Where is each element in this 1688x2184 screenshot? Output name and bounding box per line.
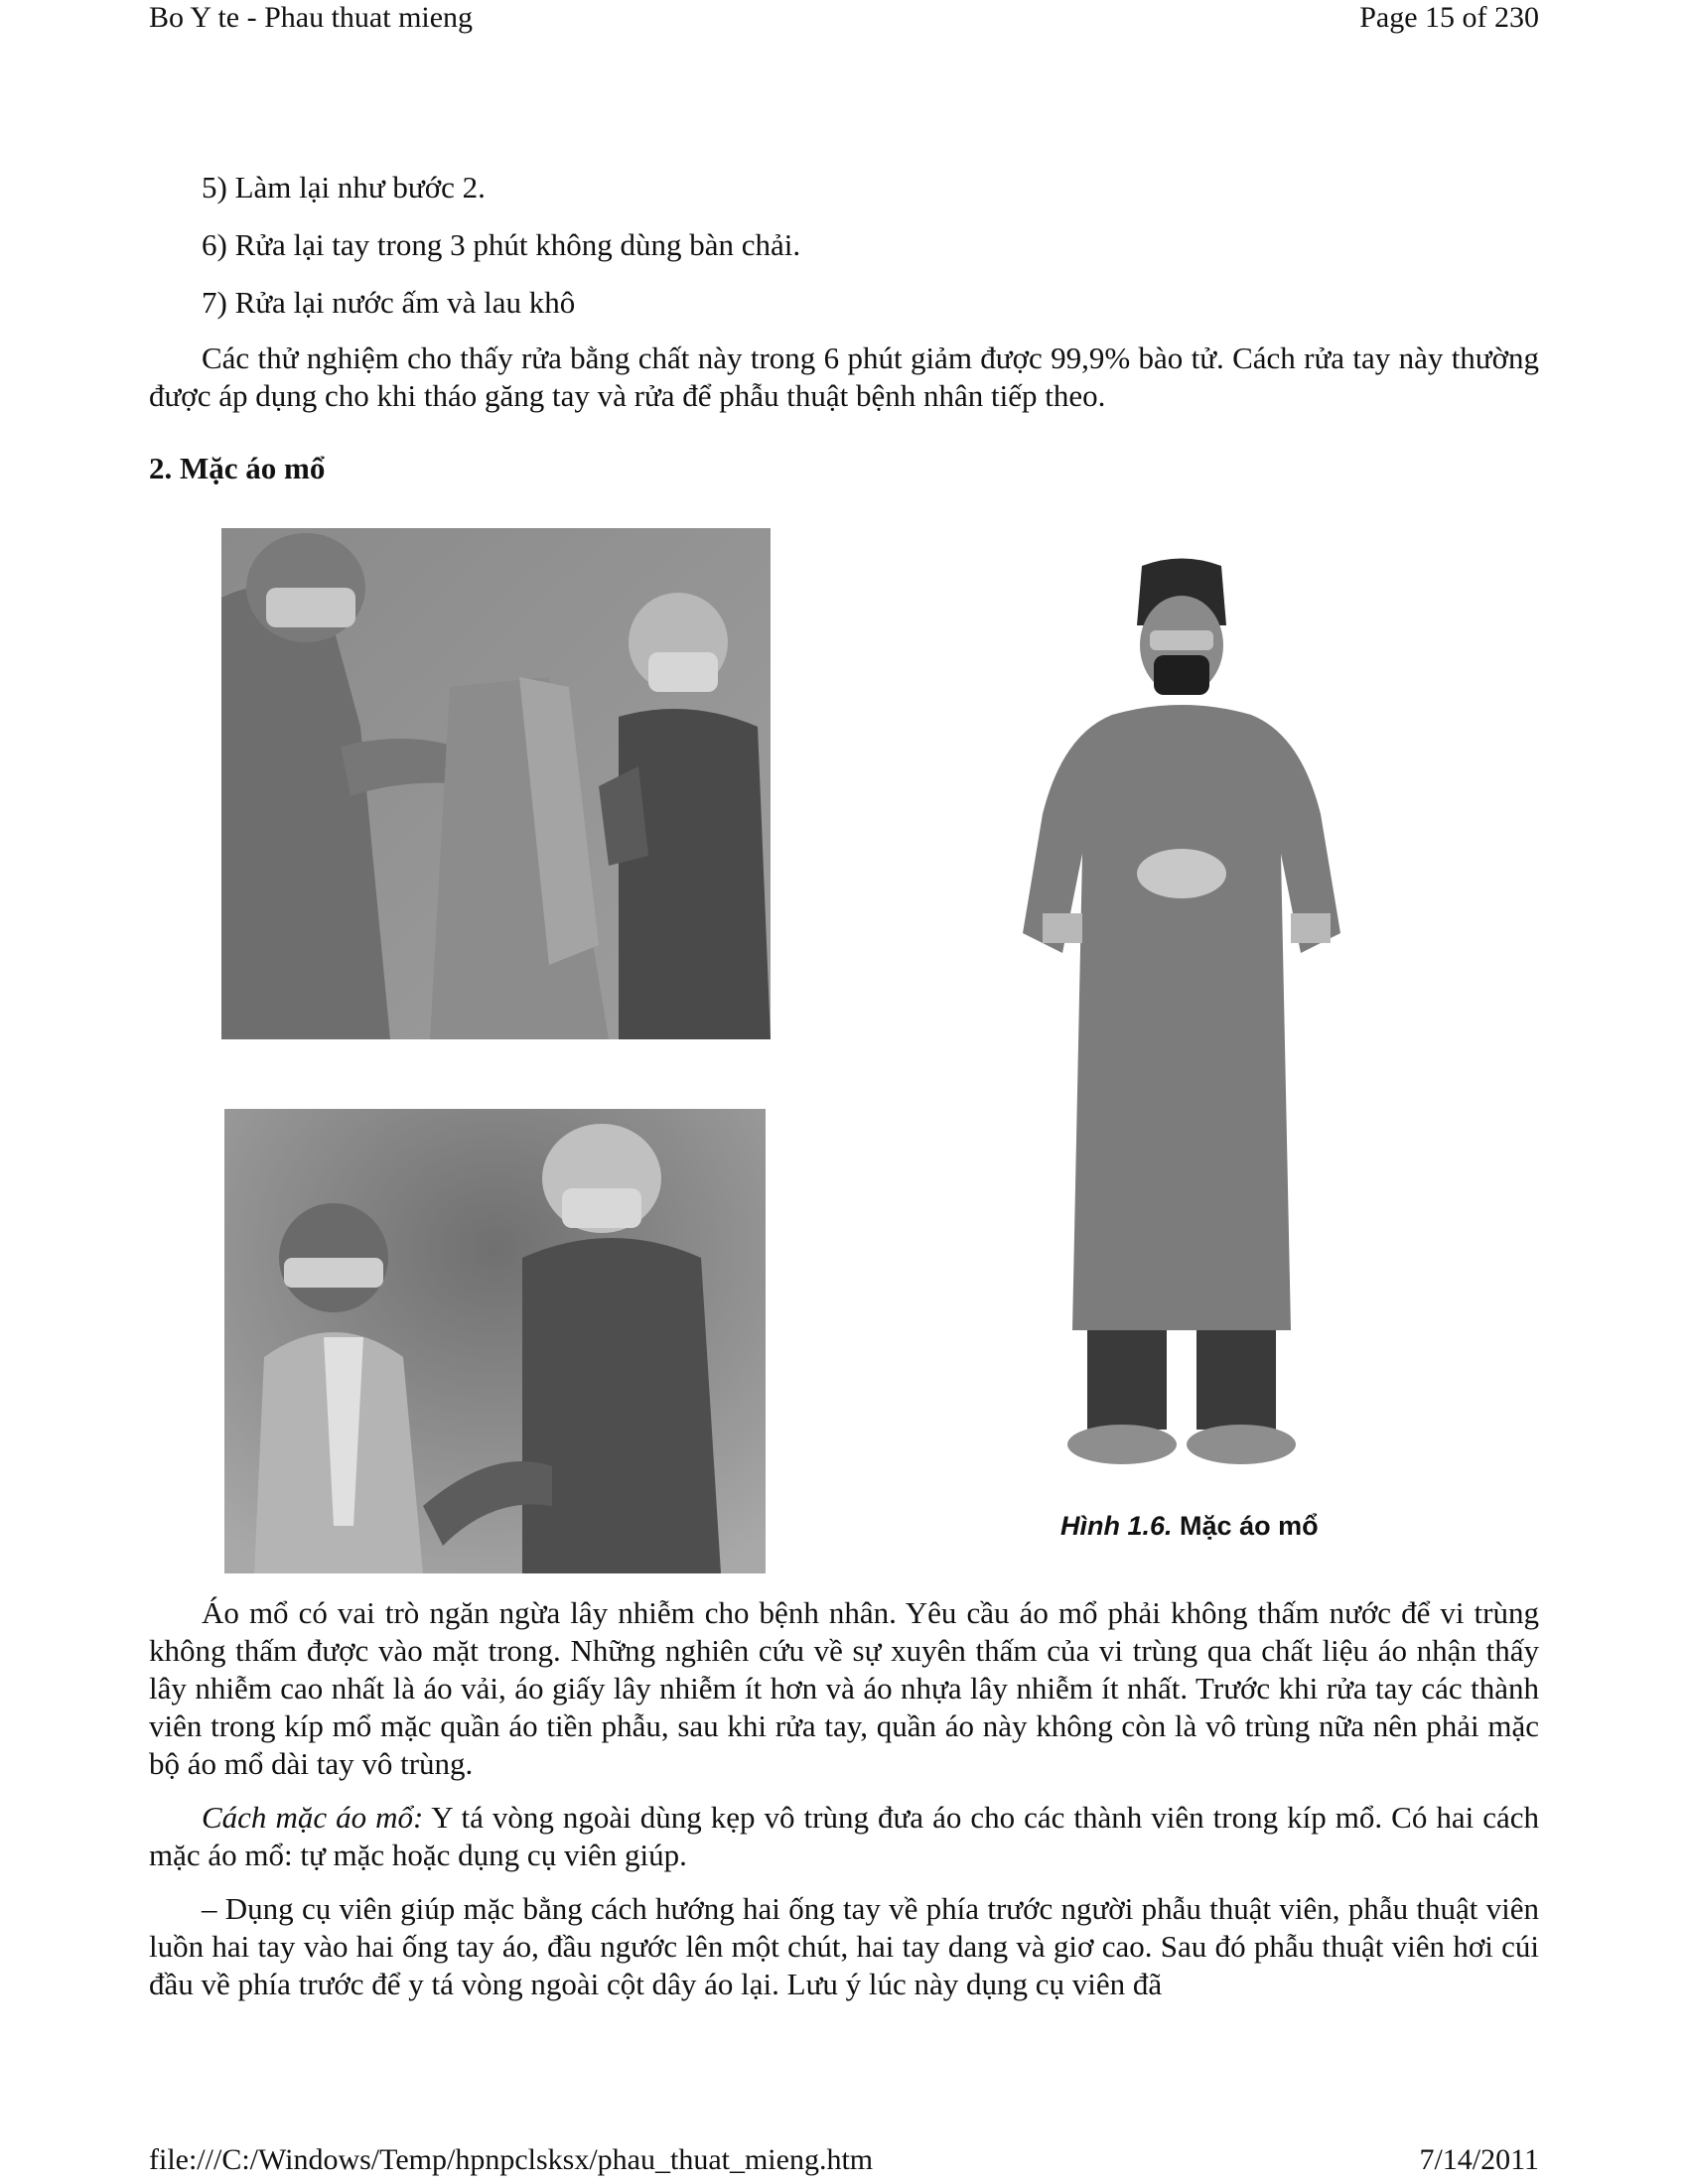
page-counter: Page 15 of 230 xyxy=(1359,1,1539,34)
footer-date: 7/14/2011 xyxy=(1419,2143,1539,2176)
photo-gown-handover xyxy=(221,528,771,1039)
page-header xyxy=(149,0,1539,36)
how-to-wear-text: Y tá vòng ngoài dùng kẹp vô trùng đưa áo cho các thành viên trong kíp mổ. Có hai cách mặc áo mổ: tự mặc hoặc dụng cụ viên giúp. xyxy=(149,1800,1539,1872)
page-footer xyxy=(149,2142,1539,2178)
paragraph-assisted-gowning: – Dụng cụ viên giúp mặc bằng cách hướng hai ống tay về phía trước người phẫu thuật viên, phẫu thuật viên luồn hai tay vào hai ống tay áo, đầu ngước lên một chút, hai tay dang và giơ cao. Sau đó phẫu thuật viên hơi cúi đầu về phía trước để y tá vòng ngoài cột dây áo lại. Lưu ý lúc này dụng cụ viên đã xyxy=(149,1891,1539,2001)
figure-caption xyxy=(1060,1509,1319,1543)
footer-file-path: file:///C:/Windows/Temp/hpnpclsksx/phau_thuat_mieng.htm xyxy=(149,2143,874,2176)
photo-surgeon-gowned xyxy=(1003,556,1370,1469)
step-6: 6) Rửa lại tay trong 3 phút không dùng bàn chải. xyxy=(202,227,801,262)
figure-title: Mặc áo mổ xyxy=(1180,1511,1319,1541)
step-7: 7) Rửa lại nước ấm và lau khô xyxy=(202,285,576,320)
body-text xyxy=(149,1594,1539,2003)
step-5: 5) Làm lại như bước 2. xyxy=(202,170,486,205)
paragraph-how-to-wear xyxy=(149,1799,1539,1874)
header-title: Bo Y te - Phau thuat mieng xyxy=(149,1,474,34)
paragraph-test-results: Các thử nghiệm cho thấy rửa bằng chất này trong 6 phút giảm được 99,9% bào tử. Cách rửa tay này thường được áp dụng cho khi tháo găng tay và rửa để phẫu thuật bệnh nhân tiếp theo. xyxy=(149,341,1539,413)
how-to-wear-lead: Cách mặc áo mổ: xyxy=(202,1800,424,1835)
paragraph-gown-role: Áo mổ có vai trò ngăn ngừa lây nhiễm cho bệnh nhân. Yêu cầu áo mổ phải không thấm nước để vi trùng không thấm được vào mặt trong. Những nghiên cứu về sự xuyên thấm của vi trùng qua chất liệu áo nhận thấy lây nhiễm cao nhất là áo vải, áo giấy lây nhiễm ít hơn và áo nhựa lây nhiễm ít nhất. Trước khi rửa tay các thành viên trong kíp mổ mặc quần áo tiền phẫu, sau khi rửa tay, quần áo này không còn là vô trùng nữa nên phải mặc bộ áo mổ dài tay vô trùng. xyxy=(149,1595,1539,1781)
section-heading: 2. Mặc áo mổ xyxy=(149,451,326,485)
figure-label: Hình 1.6. xyxy=(1060,1511,1173,1541)
photo-gown-tying xyxy=(224,1109,766,1573)
